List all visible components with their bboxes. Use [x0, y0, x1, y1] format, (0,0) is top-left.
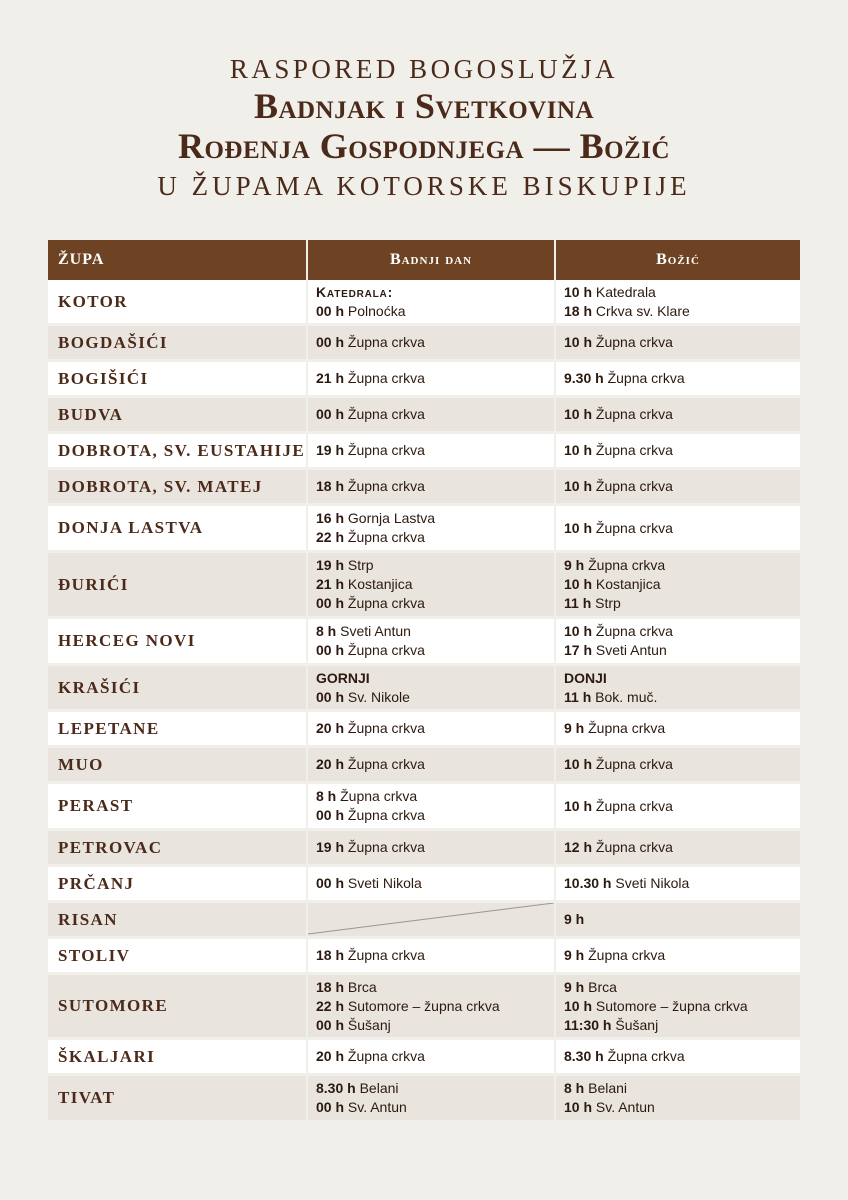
- parish-name: DOBROTA, SV. MATEJ: [48, 470, 306, 506]
- schedule-entry: [564, 1047, 800, 1066]
- badnji-dan-cell: [306, 666, 554, 712]
- bozic-cell: [554, 1076, 800, 1123]
- schedule-entry: [316, 622, 554, 641]
- badnji-dan-cell: [306, 506, 554, 553]
- parish-name: DOBROTA, SV. EUSTAHIJE: [48, 434, 306, 470]
- mass-location: Sveti Nikola: [615, 875, 690, 891]
- parish-name: PERAST: [48, 784, 306, 831]
- schedule-entry: [564, 719, 800, 738]
- mass-location: Sveti Antun: [340, 623, 411, 639]
- mass-location: Župna crkva: [347, 595, 425, 611]
- schedule-entry: [564, 910, 800, 929]
- empty-cell: [306, 903, 554, 939]
- parish-name: SUTOMORE: [48, 975, 306, 1040]
- mass-time: 10 h: [564, 519, 593, 536]
- mass-location: Katedrala: [595, 283, 656, 300]
- bozic-cell: [554, 666, 800, 712]
- parish-name: KRAŠIĆI: [48, 666, 306, 712]
- mass-location: Župna crkva: [347, 442, 425, 458]
- schedule-entry: [316, 477, 554, 496]
- mass-time: 10 h: [564, 797, 593, 814]
- bozic-cell: [554, 326, 800, 362]
- mass-time: 19 h: [316, 442, 345, 458]
- parish-name: TIVAT: [48, 1076, 306, 1123]
- schedule-entry: [316, 641, 554, 660]
- table-row: [48, 470, 800, 506]
- schedule-entry: [316, 556, 554, 575]
- mass-time: 18 h: [564, 302, 593, 319]
- schedule-entry: [316, 874, 554, 893]
- mass-time: 10 h: [564, 442, 593, 458]
- mass-time: 21 h: [316, 576, 345, 592]
- schedule-entry: [564, 838, 800, 857]
- bozic-cell: [554, 975, 800, 1040]
- bozic-cell: [554, 831, 800, 867]
- mass-time: 9 h: [564, 978, 585, 995]
- mass-location: Belani: [588, 1080, 628, 1096]
- schedule-entry: [564, 441, 800, 460]
- column-header-parish: ŽUPA: [48, 240, 306, 280]
- mass-time: 17 h: [564, 642, 593, 658]
- bozic-cell: [554, 280, 800, 326]
- mass-time: 8.30 h: [564, 1048, 604, 1064]
- badnji-dan-cell: [306, 470, 554, 506]
- schedule-entry: [316, 997, 554, 1016]
- parish-name: STOLIV: [48, 939, 306, 975]
- table-row: [48, 748, 800, 784]
- parish-name: LEPETANE: [48, 712, 306, 748]
- mass-location: Župna crkva: [347, 406, 425, 422]
- mass-time: 22 h: [316, 997, 345, 1014]
- mass-location: Brca: [347, 978, 377, 995]
- schedule-table: [48, 240, 800, 1123]
- mass-time: 11 h: [564, 688, 592, 705]
- badnji-dan-cell: [306, 398, 554, 434]
- mass-location: Šušanj: [615, 1016, 659, 1033]
- title-line-3: Rođenja Gospodnjega — Božić: [177, 126, 671, 166]
- mass-time: 9 h: [564, 720, 585, 736]
- mass-time: 00 h: [316, 595, 345, 611]
- mass-time: 21 h: [316, 370, 345, 386]
- schedule-entry: [564, 755, 800, 774]
- mass-location: Kostanjica: [595, 576, 661, 592]
- mass-location: Sv. Nikole: [347, 688, 410, 705]
- schedule-entry: [316, 688, 554, 707]
- schedule-entry: [316, 405, 554, 424]
- mass-location: Župna crkva: [347, 529, 425, 545]
- mass-time: 9 h: [564, 947, 585, 963]
- location-heading: GORNJI: [316, 669, 370, 686]
- title-line-2: Badnjak i Svetkovina: [253, 86, 595, 126]
- schedule-entry: [564, 477, 800, 496]
- table-row: [48, 619, 800, 666]
- table-row: [48, 867, 800, 903]
- mass-location: Župna crkva: [588, 557, 666, 573]
- mass-time: 00 h: [316, 688, 345, 705]
- schedule-entry: [564, 641, 800, 660]
- bozic-cell: [554, 553, 800, 619]
- mass-location: Strp: [347, 557, 374, 573]
- mass-time: 20 h: [316, 720, 345, 736]
- mass-time: 00 h: [316, 406, 345, 422]
- table-row: [48, 506, 800, 553]
- schedule-entry: [316, 575, 554, 594]
- mass-location: Župna crkva: [595, 797, 673, 814]
- mass-time: 10 h: [564, 1099, 593, 1115]
- schedule-entry: [564, 1016, 800, 1035]
- mass-location: Župna crkva: [347, 334, 425, 350]
- mass-time: 11 h: [564, 595, 592, 611]
- schedule-entry: [564, 369, 800, 388]
- schedule-entry: [564, 797, 800, 816]
- mass-location: Sutomore – župna crkva: [347, 997, 500, 1014]
- parish-name: ŠKALJARI: [48, 1040, 306, 1076]
- schedule-entry: [316, 1079, 554, 1098]
- mass-location: Sveti Antun: [595, 642, 667, 658]
- mass-time: 8.30 h: [316, 1080, 356, 1096]
- bozic-cell: [554, 619, 800, 666]
- bozic-cell: [554, 903, 800, 939]
- mass-time: 10 h: [564, 576, 593, 592]
- table-row: [48, 712, 800, 748]
- mass-time: 8 h: [316, 788, 337, 804]
- parish-name: MUO: [48, 748, 306, 784]
- badnji-dan-cell: [306, 1076, 554, 1123]
- schedule-entry: [564, 594, 800, 613]
- mass-location: Župna crkva: [347, 756, 425, 772]
- mass-time: 00 h: [316, 1099, 345, 1115]
- badnji-dan-cell: [306, 326, 554, 362]
- parish-name: DONJA LASTVA: [48, 506, 306, 553]
- schedule-entry: [316, 838, 554, 857]
- badnji-dan-cell: [306, 553, 554, 619]
- badnji-dan-cell: [306, 784, 554, 831]
- mass-time: 16 h: [316, 510, 345, 526]
- mass-time: 9.30 h: [564, 370, 604, 386]
- table-row: [48, 975, 800, 1040]
- badnji-dan-cell: [306, 748, 554, 784]
- mass-location: Strp: [595, 595, 621, 611]
- schedule-entry: [316, 441, 554, 460]
- mass-location: Sveti Nikola: [347, 875, 422, 891]
- schedule-entry: [316, 509, 554, 528]
- table-row: [48, 280, 800, 326]
- mass-location: Župna crkva: [347, 370, 425, 386]
- schedule-entry: [564, 556, 800, 575]
- table-row: [48, 903, 800, 939]
- parish-name: ĐURIĆI: [48, 553, 306, 619]
- table-row: [48, 326, 800, 362]
- table-row: [48, 784, 800, 831]
- badnji-dan-cell: [306, 434, 554, 470]
- mass-location: Župna crkva: [588, 947, 666, 963]
- schedule-entry: [316, 302, 554, 321]
- mass-location: Župna crkva: [595, 478, 673, 494]
- mass-time: 10 h: [564, 756, 593, 772]
- mass-location: Župna crkva: [588, 720, 666, 736]
- schedule-entry: [316, 1016, 554, 1035]
- parish-name: KOTOR: [48, 280, 306, 326]
- schedule-entry: [316, 755, 554, 774]
- mass-time: 20 h: [316, 1048, 345, 1064]
- mass-location: Sv. Antun: [347, 1099, 407, 1115]
- schedule-entry: [564, 1079, 800, 1098]
- mass-time: 11:30 h: [564, 1016, 612, 1033]
- bozic-cell: [554, 362, 800, 398]
- mass-time: 10 h: [564, 997, 593, 1014]
- schedule-entry: [316, 594, 554, 613]
- bozic-cell: [554, 398, 800, 434]
- table-row: [48, 666, 800, 712]
- column-header-badnji-dan: Badnji dan: [306, 240, 554, 280]
- table-row: [48, 362, 800, 398]
- location-heading: DONJI: [564, 669, 607, 686]
- bozic-cell: [554, 1040, 800, 1076]
- table-row: [48, 434, 800, 470]
- bozic-cell: [554, 748, 800, 784]
- mass-time: 18 h: [316, 978, 345, 995]
- schedule-entry: [316, 946, 554, 965]
- mass-location: Bok. muč.: [595, 688, 658, 705]
- schedule-entry: [564, 302, 800, 321]
- badnji-dan-cell: [306, 975, 554, 1040]
- table-row: [48, 1076, 800, 1123]
- mass-location: Župna crkva: [347, 478, 425, 494]
- mass-location: Šušanj: [347, 1016, 391, 1033]
- title-line-1: RASPORED BOGOSLUŽJA: [229, 54, 619, 84]
- schedule-entry: [564, 1098, 800, 1117]
- mass-location: Župna crkva: [595, 623, 673, 639]
- mass-location: Belani: [359, 1080, 399, 1096]
- mass-location: Župna crkva: [347, 720, 425, 736]
- mass-location: Sv. Antun: [595, 1099, 655, 1115]
- schedule-entry: [316, 719, 554, 738]
- mass-location: Župna crkva: [347, 839, 425, 855]
- page-header: [0, 52, 848, 206]
- schedule-entry: [316, 806, 554, 825]
- schedule-entry: [564, 978, 800, 997]
- schedule-entry: [316, 1098, 554, 1117]
- schedule-entry: [316, 787, 554, 806]
- schedule-entry: [564, 997, 800, 1016]
- table-row: [48, 831, 800, 867]
- schedule-entry: [564, 622, 800, 641]
- mass-time: 9 h: [564, 911, 585, 927]
- badnji-dan-cell: [306, 867, 554, 903]
- bozic-cell: [554, 939, 800, 975]
- mass-time: 10 h: [564, 623, 593, 639]
- mass-time: 10 h: [564, 283, 593, 300]
- mass-time: 00 h: [316, 334, 345, 350]
- schedule-entry: [564, 519, 800, 538]
- mass-time: 10 h: [564, 406, 593, 422]
- mass-location: Župna crkva: [595, 334, 673, 350]
- schedule-entry: [564, 874, 800, 893]
- badnji-dan-cell: [306, 362, 554, 398]
- badnji-dan-cell: [306, 1040, 554, 1076]
- table-row: [48, 939, 800, 975]
- title-line-4: U ŽUPAMA KOTORSKE BISKUPIJE: [157, 171, 691, 201]
- mass-location: Sutomore – župna crkva: [595, 997, 748, 1014]
- mass-location: Župna crkva: [607, 1048, 685, 1064]
- mass-location: Župna crkva: [595, 756, 673, 772]
- schedule-entry: [564, 575, 800, 594]
- schedule-entry: [564, 688, 800, 707]
- badnji-dan-cell: [306, 712, 554, 748]
- schedule-entry: [316, 978, 554, 997]
- parish-name: BUDVA: [48, 398, 306, 434]
- schedule-entry: [564, 283, 800, 302]
- badnji-dan-cell: [306, 939, 554, 975]
- mass-location: Župna crkva: [347, 947, 425, 963]
- strike-line: [308, 903, 554, 936]
- location-heading: Katedrala:: [316, 283, 394, 300]
- schedule-entry: [316, 528, 554, 547]
- mass-time: 00 h: [316, 807, 345, 823]
- bozic-cell: [554, 867, 800, 903]
- parish-name: BOGDAŠIĆI: [48, 326, 306, 362]
- bozic-cell: [554, 784, 800, 831]
- parish-name: PETROVAC: [48, 831, 306, 867]
- mass-location: Polnoćka: [347, 302, 406, 319]
- badnji-dan-cell: [306, 619, 554, 666]
- bozic-cell: [554, 470, 800, 506]
- table-row: [48, 398, 800, 434]
- mass-time: 00 h: [316, 642, 345, 658]
- mass-location: Župna crkva: [595, 406, 673, 422]
- mass-location: Župna crkva: [607, 370, 685, 386]
- badnji-dan-cell: [306, 831, 554, 867]
- mass-time: 10.30 h: [564, 875, 612, 891]
- table-row: [48, 553, 800, 619]
- mass-location: Župna crkva: [340, 788, 418, 804]
- mass-time: 19 h: [316, 557, 345, 573]
- bozic-cell: [554, 434, 800, 470]
- mass-location: Župna crkva: [595, 839, 673, 855]
- parish-name: RISAN: [48, 903, 306, 939]
- mass-time: 18 h: [316, 478, 345, 494]
- table-row: [48, 1040, 800, 1076]
- mass-location: Crkva sv. Klare: [595, 302, 690, 319]
- mass-location: Brca: [588, 978, 617, 995]
- mass-time: 8 h: [564, 1080, 585, 1096]
- badnji-dan-cell: [306, 280, 554, 326]
- mass-location: Župna crkva: [347, 1048, 425, 1064]
- mass-time: 8 h: [316, 623, 337, 639]
- mass-location: Župna crkva: [347, 642, 425, 658]
- mass-time: 10 h: [564, 478, 593, 494]
- mass-location: Župna crkva: [595, 442, 673, 458]
- parish-name: HERCEG NOVI: [48, 619, 306, 666]
- mass-location: Župna crkva: [347, 807, 425, 823]
- parish-name: BOGIŠIĆI: [48, 362, 306, 398]
- schedule-entry: [564, 405, 800, 424]
- mass-time: 00 h: [316, 1016, 345, 1033]
- mass-time: 22 h: [316, 529, 345, 545]
- table-header-row: [48, 240, 800, 280]
- schedule-entry: [316, 333, 554, 352]
- mass-time: 12 h: [564, 839, 593, 855]
- column-header-bozic: Božić: [554, 240, 800, 280]
- schedule-entry: [564, 946, 800, 965]
- mass-time: 20 h: [316, 756, 345, 772]
- schedule-entry: [316, 369, 554, 388]
- bozic-cell: [554, 712, 800, 748]
- mass-time: 00 h: [316, 875, 345, 891]
- mass-time: 10 h: [564, 334, 593, 350]
- mass-time: 19 h: [316, 839, 345, 855]
- mass-location: Kostanjica: [347, 576, 413, 592]
- mass-location: Župna crkva: [595, 519, 673, 536]
- mass-time: 00 h: [316, 302, 345, 319]
- parish-name: PRČANJ: [48, 867, 306, 903]
- schedule-entry: [316, 1047, 554, 1066]
- schedule-entry: [564, 333, 800, 352]
- mass-time: 9 h: [564, 557, 585, 573]
- bozic-cell: [554, 506, 800, 553]
- mass-time: 18 h: [316, 947, 345, 963]
- mass-location: Gornja Lastva: [347, 510, 436, 526]
